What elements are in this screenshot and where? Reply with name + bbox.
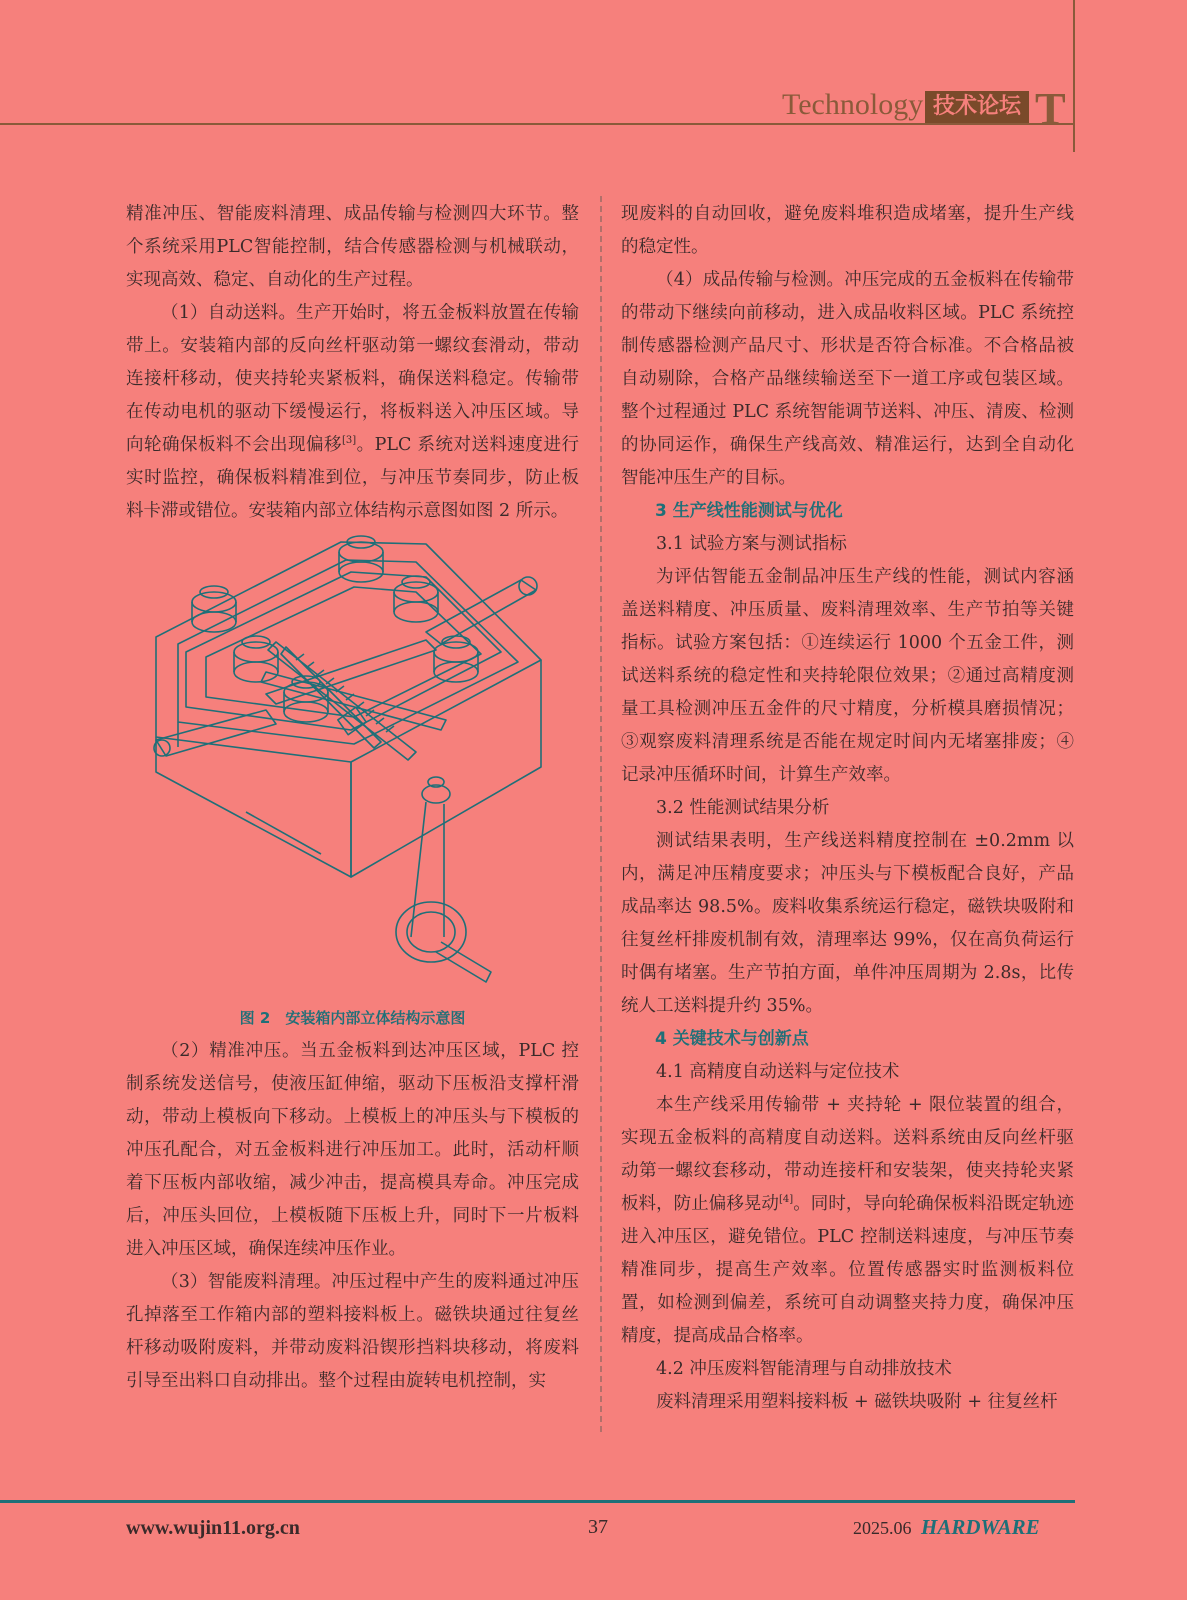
magazine-name: HARDWARE <box>921 1515 1040 1539</box>
left-column <box>126 198 579 1398</box>
paragraph-stamping: （2）精准冲压。当五金板料到达冲压区域，PLC 控制系统发送信号，使液压缸伸缩，驱动下压板沿支撑杆滑动，带动上模板向下移动。上模板上的冲压头与下模板的冲压孔配合，对五金板料进行冲压加工。此时，活动杆顺着下压板内部收缩，减少冲击，提高模具寿命。冲压完成后，冲压头回位，上模板随下压板上升，同时下一片板料进入冲压区域，确保连续冲压作业。 <box>126 1041 579 1259</box>
subsection-heading-3-1: 3.1 试验方案与测试指标 <box>656 534 847 554</box>
page-number: 37 <box>588 1516 608 1538</box>
citation[interactable]: [4] <box>778 1194 794 1206</box>
section-letter: T <box>1035 83 1066 134</box>
footer-rule <box>0 1500 1075 1503</box>
clamp-wheel <box>234 636 278 682</box>
header-rule <box>0 123 1075 125</box>
figure-2-diagram <box>126 532 579 1002</box>
issue-date: 2025.06 <box>853 1518 912 1538</box>
paragraph-test-results: 测试结果表明，生产线送料精度控制在 ±0.2mm 以内，满足冲压精度要求；冲压头与下模板配合良好，产品成品率达 98.5%。废料收集系统运行稳定，磁铁块吸附和往复丝杆排废机制有效，清理率达 99%，仅在高负荷运行时偶有堵塞。生产节拍方面，单件冲压周期为 2.8s，比传统人工送料提升约 35%。 <box>621 831 1074 1016</box>
mount-frame-inner <box>206 587 481 717</box>
box-right-face <box>351 660 541 877</box>
paragraph-waste-cleaning: （3）智能废料清理。冲压过程中产生的废料通过冲压孔掉落至工作箱内部的塑料接料板上。磁铁块通过往复丝杆移动吸附废料，并带动废料沿锲形挡料块移动，将废料引导至出料口自动排出。整个过程由旋转电机控制，实 <box>126 1272 579 1391</box>
subsection-heading-4-2: 4.2 冲压废料智能清理与自动排放技术 <box>656 1359 952 1379</box>
section-title-en: Technology <box>782 88 924 121</box>
footer-url[interactable]: www.wujin11.org.cn <box>126 1517 300 1539</box>
clamp-wheel <box>192 586 236 632</box>
paragraph: 现废料的自动回收，避免废料堆积造成堵塞，提升生产线的稳定性。 <box>621 204 1074 257</box>
figure-caption: 图 2 安装箱内部立体结构示意图 <box>239 1009 466 1027</box>
paragraph: 精准冲压、智能废料清理、成品传输与检测四大环节。整个系统采用PLC智能控制，结合传感器检测与机械联动，实现高效、稳定、自动化的生产过程。 <box>126 204 579 290</box>
right-column <box>621 198 1074 1419</box>
section-heading-4: 4 关键技术与创新点 <box>655 1029 809 1049</box>
section-heading-3: 3 生产线性能测试与优化 <box>655 501 843 521</box>
paragraph-feeding-tech: 本生产线采用传输带 + 夹持轮 + 限位装置的组合，实现五金板料的高精度自动送料。送料系统由反向丝杆驱动第一螺纹套移动，带动连接杆和安装架，使夹持轮夹紧板料，防止偏移晃动[4]。同时，导向轮确保板料沿既定轨迹进入冲压区，避免错位。PLC 控制送料速度，与冲压节奏精准同步，提高生产效率。位置传感器实时监测板料位置，如检测到偏差，系统可自动调整夹持力度，确保冲压精度，提高成品合格率。 <box>621 1095 1075 1346</box>
paragraph-test-plan: 为评估智能五金制品冲压生产线的性能，测试内容涵盖送料精度、冲压质量、废料清理效率、生产节拍等关键指标。试验方案包括：①连续运行 1000 个五金工件，测试送料系统的稳定性和夹持轮限位效果；②通过高精度测量工具检测冲压五金件的尺寸精度，分析模具磨损情况；③观察废料清理系统是否能在规定时间内无堵塞排废；④记录冲压循环时间，计算生产效率。 <box>621 567 1074 785</box>
section-title-cn: 技术论坛 <box>925 91 1029 123</box>
box-slot <box>246 812 321 854</box>
right-arm-pivot <box>519 577 537 595</box>
citation[interactable]: [3] <box>341 435 357 447</box>
paragraph-waste-tech: 废料清理采用塑料接料板 + 磁铁块吸附 + 往复丝杆 <box>656 1392 1058 1412</box>
header-vertical-rule <box>1073 0 1075 152</box>
paragraph-transport-inspection: （4）成品传输与检测。冲压完成的五金板料在传输带的带动下继续向前移动，进入成品收料区域。PLC 系统控制传感器检测产品尺寸、形状是否符合标准。不合格品被自动剔除，合格产品继续输送至下一道工序或包装区域。整个过程通过 PLC 系统智能调节送料、冲压、清废、检测的协同运作，确保生产线高效、精准运行，达到全自动化智能冲压生产的目标。 <box>621 270 1074 488</box>
column-divider <box>600 196 602 1432</box>
subsection-heading-3-2: 3.2 性能测试结果分析 <box>656 798 830 818</box>
paragraph-auto-feed: （1）自动送料。生产开始时，将五金板料放置在传输带上。安装箱内部的反向丝杆驱动第一螺纹套滑动，带动连接杆移动，使夹持轮夹紧板料，确保送料稳定。传输带在传动电机的驱动下缓慢运行，将板料送入冲压区域。导向轮确保板料不会出现偏移[3]。PLC 系统对送料速度进行实时监控，确保板料精准到位，与冲压节奏同步，防止板料卡滞或错位。安装箱内部立体结构示意图如图 2 所示。 <box>126 303 579 521</box>
subsection-heading-4-1: 4.1 高精度自动送料与定位技术 <box>656 1062 900 1082</box>
nut-block <box>338 707 366 734</box>
